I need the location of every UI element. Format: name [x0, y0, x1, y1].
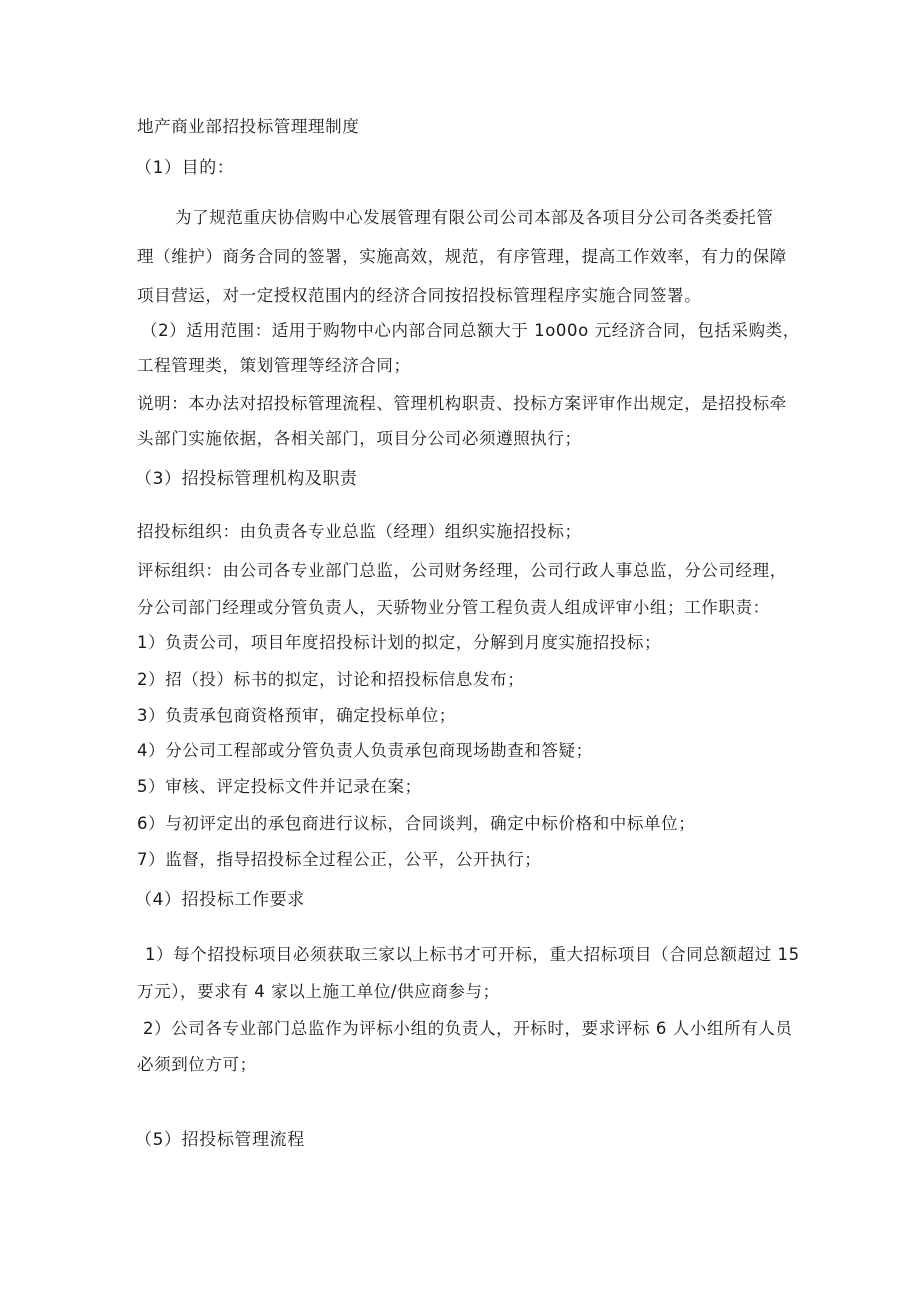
- section-2-scope-line: 工程管理类，策划管理等经济合同；: [137, 356, 411, 375]
- section-3-heading: （3）招投标管理机构及职责: [135, 469, 358, 489]
- duty-list-item: 3）负责承包商资格预审，确定投标单位；: [137, 706, 456, 725]
- requirement-line: 2）公司各专业部门总监作为评标小组的负责人，开标时，要求评标 6 人小组所有人员: [143, 1019, 793, 1038]
- section-5-heading: （5）招投标管理流程: [135, 1130, 305, 1150]
- section-2-note-line: 说明：本办法对招投标管理流程、管理机构职责、投标方案评审作出规定，是招投标牵: [137, 394, 787, 413]
- duty-list-item: 1）负责公司，项目年度招投标计划的拟定，分解到月度实施招投标；: [137, 633, 662, 652]
- document-title: 地产商业部招投标管理理制度: [137, 117, 360, 136]
- duty-list-item: 6）与初评定出的承包商进行议标，合同谈判，确定中标价格和中标单位；: [137, 814, 696, 833]
- duty-list-item: 2）招（投）标书的拟定，讨论和招投标信息发布；: [137, 670, 525, 689]
- section-1-heading: （1）目的：: [135, 158, 235, 178]
- requirement-line: 必须到位方可；: [137, 1055, 257, 1074]
- evaluation-organization-line: 评标组织：由公司各专业部门总监，公司财务经理，公司行政人事总监，分公司经理，: [137, 561, 787, 580]
- duty-list-item: 7）监督，指导招投标全过程公正，公平，公开执行；: [137, 850, 542, 869]
- section-1-paragraph-line: 为了规范重庆协信购中心发展管理有限公司公司本部及各项目分公司各类委托管: [175, 208, 774, 227]
- section-4-heading: （4）招投标工作要求: [135, 890, 305, 910]
- section-2-note-line: 头部门实施依据，各相关部门，项目分公司必须遵照执行；: [137, 429, 582, 448]
- evaluation-organization-line: 分公司部门经理或分管负责人，天骄物业分管工程负责人组成评审小组；工作职责：: [137, 598, 770, 617]
- section-1-paragraph-line: 项目营运，对一定授权范围内的经济合同按招投标管理程序实施合同签署。: [137, 286, 702, 305]
- tendering-organization: 招投标组织：由负责各专业总监（经理）组织实施招投标；: [137, 522, 582, 541]
- duty-list-item: 4）分公司工程部或分管负责人负责承包商现场勘查和答疑；: [137, 741, 593, 760]
- duty-list-item: 5）审核、评定投标文件并记录在案；: [137, 777, 422, 796]
- requirement-line: 1）每个招投标项目必须获取三家以上标书才可开标，重大招标项目（合同总额超过 15: [145, 945, 800, 964]
- section-2-scope-line: （2）适用范围：适用于购物中心内部合同总额大于 1o00o 元经济合同，包括采购类，: [141, 321, 800, 340]
- requirement-line: 万元），要求有 4 家以上施工单位/供应商参与；: [137, 982, 500, 1001]
- section-1-paragraph-line: 理（维护）商务合同的签署，实施高效，规范，有序管理，提高工作效率，有力的保障: [137, 247, 787, 266]
